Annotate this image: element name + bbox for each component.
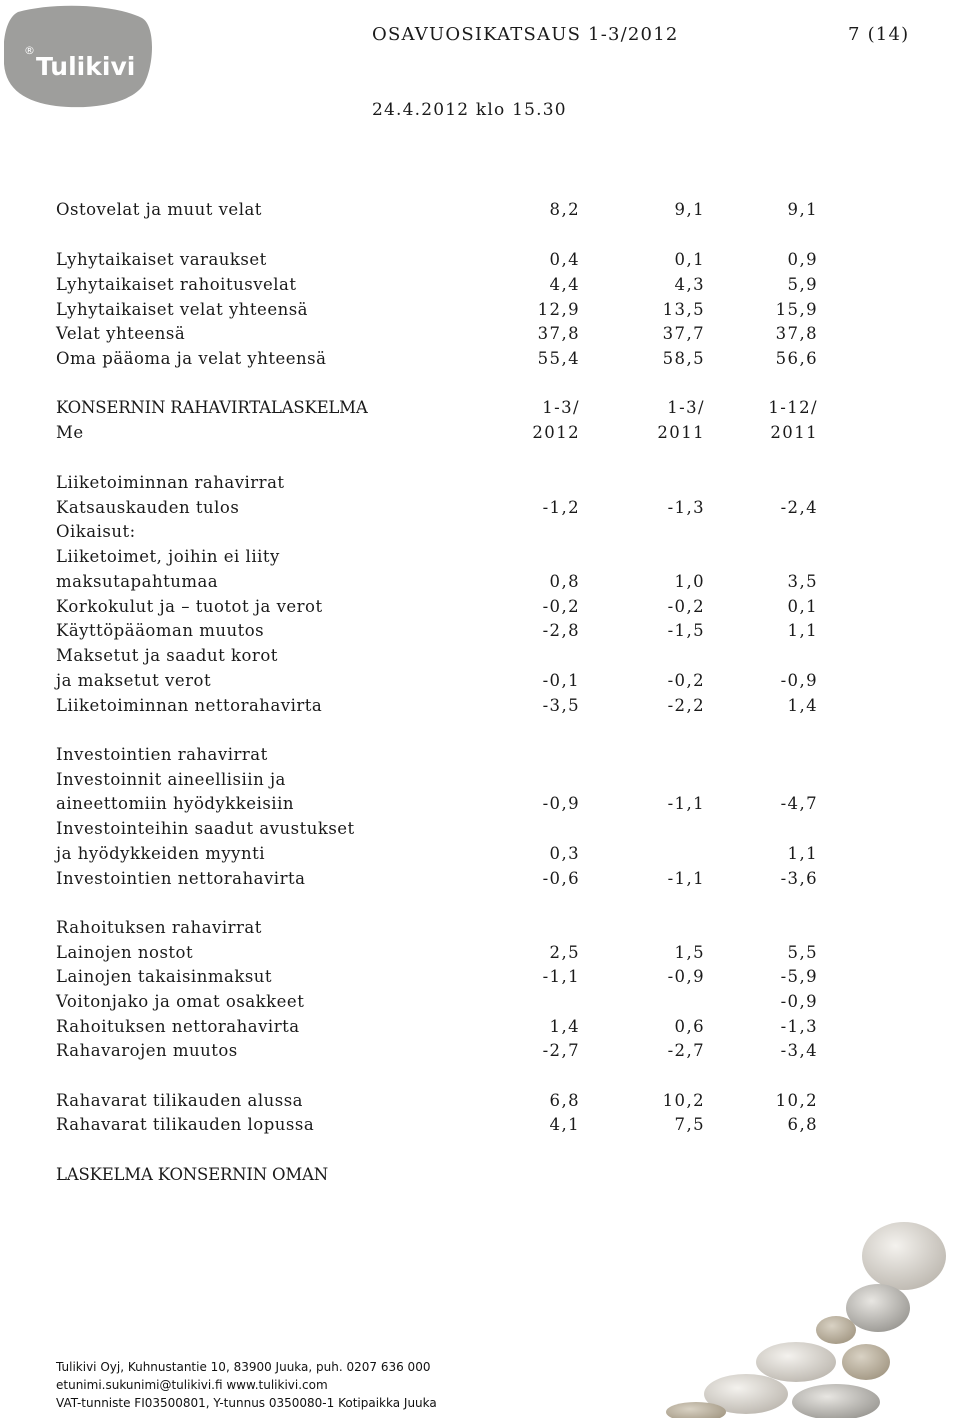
row-value-col3: -0,9 bbox=[780, 992, 818, 1011]
row-value-col3: 10,2 bbox=[775, 1091, 818, 1110]
row-value-col3: 1-12/ bbox=[768, 398, 818, 417]
row-label: Lyhytaikaiset velat yhteensä bbox=[56, 300, 309, 319]
row-label: LASKELMA KONSERNIN OMAN bbox=[56, 1165, 328, 1184]
row-value-col1: 1-3/ bbox=[542, 398, 580, 417]
table-row bbox=[56, 646, 826, 670]
table-row bbox=[56, 745, 826, 769]
row-value-col1: 2,5 bbox=[549, 943, 580, 962]
row-label: Velat yhteensä bbox=[56, 324, 186, 343]
row-value-col3: 3,5 bbox=[787, 572, 818, 591]
row-label: Rahavarat tilikauden alussa bbox=[56, 1091, 303, 1110]
row-value-col3: 15,9 bbox=[775, 300, 818, 319]
table-row bbox=[56, 621, 826, 645]
row-label: Lyhytaikaiset rahoitusvelat bbox=[56, 275, 297, 294]
row-label: aineettomiin hyödykkeisiin bbox=[56, 794, 294, 813]
row-label: Liiketoiminnan rahavirrat bbox=[56, 473, 285, 492]
row-value-col1: 0,8 bbox=[549, 572, 580, 591]
stones-image bbox=[636, 1212, 960, 1418]
row-value-col1: -3,5 bbox=[542, 696, 580, 715]
row-value-col2: 13,5 bbox=[662, 300, 705, 319]
row-value-col3: 2011 bbox=[770, 423, 818, 442]
report-datetime: 24.4.2012 klo 15.30 bbox=[372, 100, 567, 120]
row-value-col3: 56,6 bbox=[775, 349, 818, 368]
table-row bbox=[56, 324, 826, 348]
row-value-col2: 10,2 bbox=[662, 1091, 705, 1110]
row-label: Lainojen nostot bbox=[56, 943, 194, 962]
table-row bbox=[56, 696, 826, 720]
row-value-col2: -0,2 bbox=[667, 671, 705, 690]
row-value-col3: 5,9 bbox=[787, 275, 818, 294]
row-value-col3: -3,6 bbox=[780, 869, 818, 888]
row-label: ja maksetut verot bbox=[56, 671, 212, 690]
row-value-col2: -1,5 bbox=[667, 621, 705, 640]
row-value-col1: 4,4 bbox=[549, 275, 580, 294]
row-label: Investointeihin saadut avustukset bbox=[56, 819, 355, 838]
row-value-col2: -0,9 bbox=[667, 967, 705, 986]
table-row bbox=[56, 200, 826, 224]
table-row bbox=[56, 547, 826, 571]
row-value-col1: -0,6 bbox=[542, 869, 580, 888]
row-label: Käyttöpääoman muutos bbox=[56, 621, 265, 640]
footer-vat: VAT-tunniste FI03500801, Y-tunnus 0350080-1 Kotipaikka Juuka bbox=[56, 1396, 437, 1410]
table-row bbox=[56, 300, 826, 324]
table-row bbox=[56, 597, 826, 621]
table-row bbox=[56, 1017, 826, 1041]
row-label: Rahavarojen muutos bbox=[56, 1041, 238, 1060]
table-row bbox=[56, 572, 826, 596]
row-value-col2: 0,1 bbox=[674, 250, 705, 269]
row-label: Oma pääoma ja velat yhteensä bbox=[56, 349, 327, 368]
row-label: Investoinnit aineellisiin ja bbox=[56, 770, 286, 789]
footer-contact: etunimi.sukunimi@tulikivi.fi www.tulikivi.com bbox=[56, 1378, 328, 1392]
row-value-col1: 0,3 bbox=[549, 844, 580, 863]
row-label: Maksetut ja saadut korot bbox=[56, 646, 278, 665]
table-row bbox=[56, 794, 826, 818]
row-value-col2: -1,1 bbox=[667, 794, 705, 813]
row-label: Katsauskauden tulos bbox=[56, 498, 240, 517]
table-row bbox=[56, 967, 826, 991]
row-label: Me bbox=[56, 423, 84, 442]
table-row bbox=[56, 844, 826, 868]
row-label: Lainojen takaisinmaksut bbox=[56, 967, 273, 986]
row-value-col1: 1,4 bbox=[549, 1017, 580, 1036]
row-label: Liiketoimet, joihin ei liity bbox=[56, 547, 280, 566]
row-value-col2: 58,5 bbox=[662, 349, 705, 368]
table-row bbox=[56, 770, 826, 794]
row-value-col1: 8,2 bbox=[549, 200, 580, 219]
table-row bbox=[56, 250, 826, 274]
row-value-col3: 0,9 bbox=[787, 250, 818, 269]
table-row bbox=[56, 398, 826, 422]
row-value-col2: 37,7 bbox=[662, 324, 705, 343]
table-row bbox=[56, 943, 826, 967]
row-value-col1: 4,1 bbox=[549, 1115, 580, 1134]
row-value-col3: -2,4 bbox=[780, 498, 818, 517]
table-row bbox=[56, 498, 826, 522]
row-value-col2: 1-3/ bbox=[667, 398, 705, 417]
row-value-col1: 6,8 bbox=[549, 1091, 580, 1110]
row-value-col3: -1,3 bbox=[780, 1017, 818, 1036]
row-value-col3: -5,9 bbox=[780, 967, 818, 986]
row-value-col1: -1,2 bbox=[542, 498, 580, 517]
table-row bbox=[56, 819, 826, 843]
row-value-col1: -2,7 bbox=[542, 1041, 580, 1060]
row-value-col3: 0,1 bbox=[787, 597, 818, 616]
report-title: OSAVUOSIKATSAUS 1-3/2012 bbox=[372, 24, 679, 45]
row-value-col1: 55,4 bbox=[537, 349, 580, 368]
row-label: Rahoituksen nettorahavirta bbox=[56, 1017, 300, 1036]
row-value-col1: -0,1 bbox=[542, 671, 580, 690]
table-row bbox=[56, 869, 826, 893]
table-row bbox=[56, 918, 826, 942]
logo-text: Tulikivi bbox=[36, 52, 136, 81]
row-value-col2: 7,5 bbox=[674, 1115, 705, 1134]
row-value-col3: 1,1 bbox=[787, 621, 818, 640]
row-value-col1: 37,8 bbox=[537, 324, 580, 343]
row-value-col2: 0,6 bbox=[674, 1017, 705, 1036]
table-row bbox=[56, 522, 826, 546]
row-value-col2: -0,2 bbox=[667, 597, 705, 616]
row-value-col2: -2,2 bbox=[667, 696, 705, 715]
row-value-col3: -3,4 bbox=[780, 1041, 818, 1060]
row-value-col3: 6,8 bbox=[787, 1115, 818, 1134]
row-value-col1: -2,8 bbox=[542, 621, 580, 640]
row-label: Ostovelat ja muut velat bbox=[56, 200, 262, 219]
row-label: ja hyödykkeiden myynti bbox=[56, 844, 266, 863]
table-row bbox=[56, 349, 826, 373]
row-value-col3: 9,1 bbox=[787, 200, 818, 219]
row-value-col2: 9,1 bbox=[674, 200, 705, 219]
row-value-col1: 2012 bbox=[532, 423, 580, 442]
row-value-col3: -4,7 bbox=[780, 794, 818, 813]
row-value-col3: 1,4 bbox=[787, 696, 818, 715]
row-value-col1: -0,2 bbox=[542, 597, 580, 616]
table-row bbox=[56, 992, 826, 1016]
table-row bbox=[56, 275, 826, 299]
table-row bbox=[56, 473, 826, 497]
row-value-col2: -1,3 bbox=[667, 498, 705, 517]
row-label: Voitonjako ja omat osakkeet bbox=[56, 992, 305, 1011]
table-row bbox=[56, 1091, 826, 1115]
row-value-col1: 0,4 bbox=[549, 250, 580, 269]
row-value-col2: 1,0 bbox=[674, 572, 705, 591]
page-number: 7 (14) bbox=[848, 24, 910, 45]
row-value-col2: -1,1 bbox=[667, 869, 705, 888]
row-value-col2: -2,7 bbox=[667, 1041, 705, 1060]
row-label: Investointien nettorahavirta bbox=[56, 869, 306, 888]
row-value-col2: 4,3 bbox=[674, 275, 705, 294]
row-label: Investointien rahavirrat bbox=[56, 745, 268, 764]
row-label: Rahoituksen rahavirrat bbox=[56, 918, 262, 937]
table-row bbox=[56, 1115, 826, 1139]
row-value-col3: -0,9 bbox=[780, 671, 818, 690]
row-label: Rahavarat tilikauden lopussa bbox=[56, 1115, 315, 1134]
row-value-col3: 5,5 bbox=[787, 943, 818, 962]
row-value-col1: -0,9 bbox=[542, 794, 580, 813]
table-row bbox=[56, 1165, 826, 1189]
row-value-col1: -1,1 bbox=[542, 967, 580, 986]
table-row bbox=[56, 423, 826, 447]
footer-address: Tulikivi Oyj, Kuhnustantie 10, 83900 Juuka, puh. 0207 636 000 bbox=[56, 1360, 431, 1374]
row-label: Liiketoiminnan nettorahavirta bbox=[56, 696, 323, 715]
row-label: Oikaisut: bbox=[56, 522, 136, 541]
row-value-col2: 2011 bbox=[657, 423, 705, 442]
row-value-col3: 37,8 bbox=[775, 324, 818, 343]
table-row bbox=[56, 671, 826, 695]
row-label: maksutapahtumaa bbox=[56, 572, 219, 591]
row-label: Lyhytaikaiset varaukset bbox=[56, 250, 267, 269]
row-value-col2: 1,5 bbox=[674, 943, 705, 962]
row-value-col3: 1,1 bbox=[787, 844, 818, 863]
registered-mark: ® bbox=[24, 44, 35, 57]
row-label: KONSERNIN RAHAVIRTALASKELMA bbox=[56, 398, 368, 417]
row-label: Korkokulut ja – tuotot ja verot bbox=[56, 597, 323, 616]
table-row bbox=[56, 1041, 826, 1065]
row-value-col1: 12,9 bbox=[537, 300, 580, 319]
